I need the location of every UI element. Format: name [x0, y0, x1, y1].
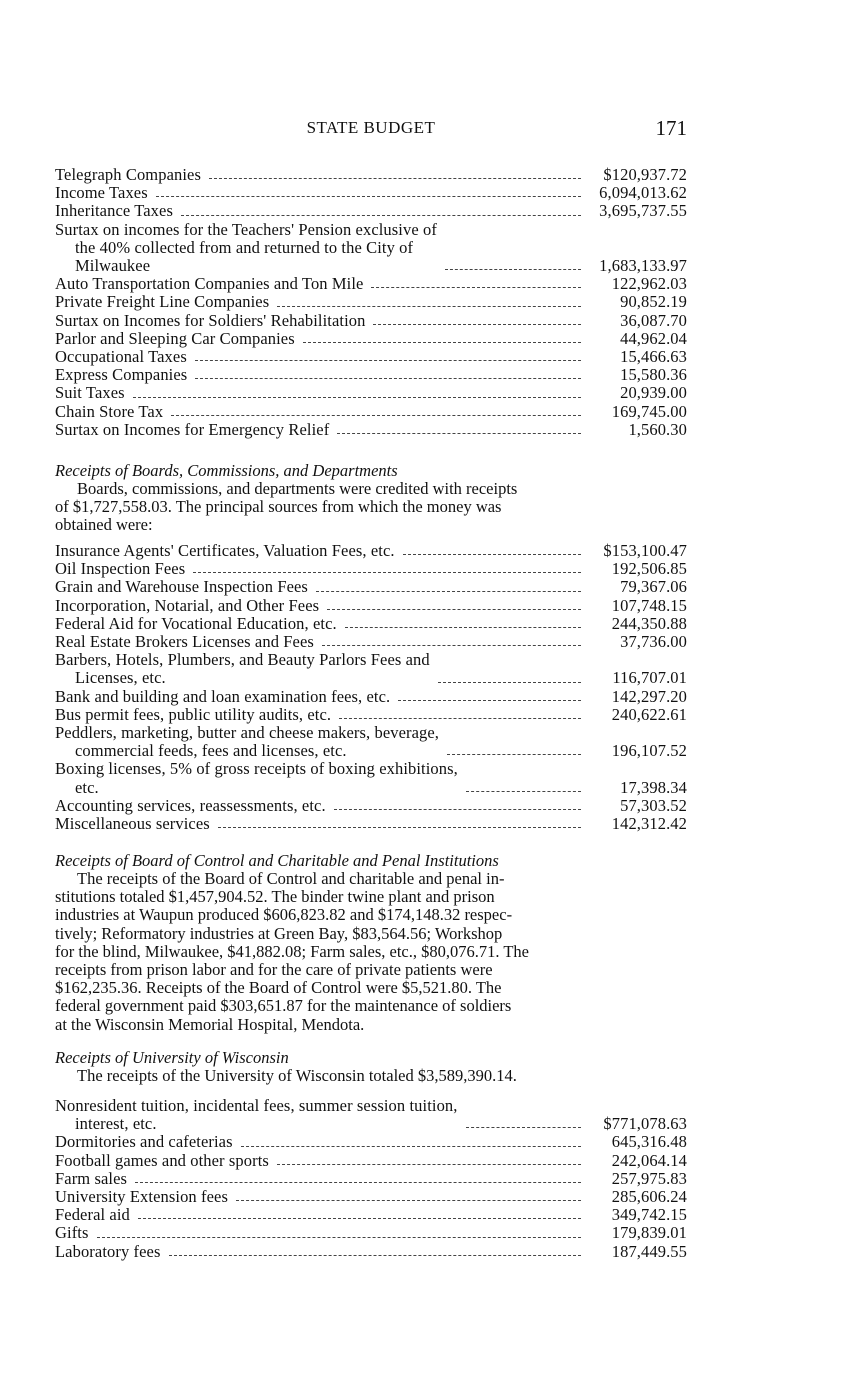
entry-label [55, 688, 390, 706]
section-heading: Receipts of Board of Control and Charitable and Penal Institutions [55, 851, 499, 870]
dot-leader [316, 591, 581, 592]
entry-amount: 187,449.55 [611, 1241, 687, 1261]
entry-label [55, 633, 314, 651]
entry-label [55, 724, 439, 760]
page-header [55, 116, 687, 140]
entry-amount: 107,748.15 [611, 595, 687, 615]
entry-label [55, 221, 437, 276]
dot-leader [334, 809, 581, 810]
dot-leader [345, 627, 581, 628]
entry-label-line: Laboratory fees [55, 1241, 161, 1261]
entry-label [55, 330, 295, 348]
entry-label-line: Miscellaneous services [55, 814, 210, 834]
entry-amount: 1,683,133.97 [599, 256, 687, 276]
dot-leader [398, 700, 581, 701]
dot-leader [403, 554, 581, 555]
intro-line: Boards, commissions, and departments were credited with receipts [77, 479, 518, 498]
tax-receipts-list [55, 166, 687, 439]
entry-amount: 257,975.83 [611, 1168, 687, 1188]
entry-label [55, 1152, 269, 1170]
ledger-entry [55, 312, 687, 330]
entry-label [55, 293, 269, 311]
ledger-entry [55, 221, 687, 276]
dot-leader [181, 215, 581, 216]
entry-amount: $153,100.47 [603, 541, 687, 560]
entry-label-line: Nonresident tuition, incidental fees, summer session tuition, [55, 1096, 458, 1115]
dot-leader [447, 754, 581, 755]
ledger-entry [55, 202, 687, 220]
entry-label-line: Federal aid [55, 1205, 130, 1225]
ledger-entry [55, 421, 687, 439]
entry-amount: 122,962.03 [611, 274, 687, 294]
entry-amount: 79,367.06 [620, 577, 687, 597]
entry-label [55, 615, 337, 633]
running-title: STATE BUDGET [306, 118, 436, 137]
entry-label [55, 578, 308, 596]
entry-amount: 1,560.30 [628, 419, 687, 439]
entry-label-line: University Extension fees [55, 1187, 228, 1207]
ledger-entry [55, 1206, 687, 1224]
ledger-entry [55, 1133, 687, 1151]
entry-label-line: Express Companies [55, 365, 188, 385]
entry-label [55, 184, 148, 202]
entry-label-line: Suit Taxes [55, 383, 125, 403]
entry-amount: 36,087.70 [620, 310, 687, 330]
entry-label-line: Oil Inspection Fees [55, 559, 186, 579]
entry-amount: 57,303.52 [620, 795, 687, 815]
entry-label-line: Surtax on incomes for the Teachers' Pension exclusive of [55, 219, 437, 239]
entry-amount: 6,094,013.62 [599, 183, 687, 203]
dot-leader [371, 287, 581, 288]
dot-leader [277, 306, 581, 307]
entry-amount: 142,312.42 [611, 814, 687, 834]
dot-leader [241, 1146, 581, 1147]
entry-label-line: Bank and building and loan examination fees, etc. [55, 686, 391, 706]
entry-label-line: Grain and Warehouse Inspection Fees [55, 577, 308, 597]
ledger-entry [55, 797, 687, 815]
entry-label [55, 275, 363, 293]
entry-amount: 196,107.52 [611, 741, 687, 761]
section-heading: Receipts of Boards, Commissions, and Departments [55, 461, 398, 480]
entry-label-line: Milwaukee [75, 256, 151, 276]
entry-label-line: Inheritance Taxes [55, 201, 173, 221]
dot-leader [218, 827, 581, 828]
entry-label [55, 421, 329, 439]
ledger-entry [55, 1097, 687, 1133]
ledger-entry [55, 1224, 687, 1242]
entry-amount: 285,606.24 [611, 1187, 687, 1207]
ledger-entry [55, 1170, 687, 1188]
entry-label-line: Incorporation, Notarial, and Other Fees [55, 595, 320, 615]
entry-label-line: Surtax on Incomes for Soldiers' Rehabilitation [55, 310, 366, 330]
ledger-entry [55, 724, 687, 760]
ledger-entry [55, 166, 687, 184]
entry-amount: 242,064.14 [611, 1150, 687, 1170]
entry-amount: 15,466.63 [620, 347, 687, 367]
entry-amount: 15,580.36 [620, 365, 687, 385]
ledger-entry [55, 560, 687, 578]
dot-leader [277, 1164, 581, 1165]
dot-leader [97, 1237, 582, 1238]
entry-label-line: commercial feeds, fees and licenses, etc. [75, 741, 347, 761]
dot-leader [466, 1127, 582, 1128]
entry-label-line: Federal Aid for Vocational Education, etc. [55, 613, 337, 633]
entry-amount: 240,622.61 [611, 704, 687, 724]
ledger-entry [55, 184, 687, 202]
ledger-entry [55, 293, 687, 311]
dot-leader [337, 433, 581, 434]
entry-amount: 192,506.85 [611, 559, 687, 579]
boards-section [55, 461, 687, 535]
entry-amount: $771,078.63 [603, 1114, 687, 1134]
entry-label [55, 1097, 458, 1133]
entry-label-line: Surtax on Incomes for Emergency Relief [55, 419, 330, 439]
entry-label-line: Dormitories and cafeterias [55, 1132, 233, 1152]
entry-label-line: Income Taxes [55, 183, 148, 203]
entry-label-line: Farm sales [55, 1168, 128, 1188]
entry-amount: 169,745.00 [611, 401, 687, 421]
entry-label-line: Bus permit fees, public utility audits, etc. [55, 704, 332, 724]
ledger-entry [55, 706, 687, 724]
entry-amount: $120,937.72 [603, 165, 687, 184]
entry-label [55, 1224, 89, 1242]
entry-amount: 349,742.15 [611, 1205, 687, 1225]
ledger-entry [55, 366, 687, 384]
paragraph-line: stitutions totaled $1,457,904.52. The binder twine plant and prison [55, 887, 495, 907]
university-section [55, 1048, 687, 1085]
dot-leader [209, 178, 581, 179]
dot-leader [135, 1182, 581, 1183]
entry-amount: 44,962.04 [620, 328, 687, 348]
entry-amount: 20,939.00 [620, 383, 687, 403]
paragraph-line: at the Wisconsin Memorial Hospital, Mendota. [55, 1014, 365, 1034]
ledger-entry [55, 384, 687, 402]
ledger-entry [55, 615, 687, 633]
entry-label-line: Chain Store Tax [55, 401, 164, 421]
intro-line: of $1,727,558.03. The principal sources from which the money was [55, 497, 502, 517]
entry-label-line: Licenses, etc. [75, 668, 166, 688]
entry-label-line: Boxing licenses, 5% of gross receipts of boxing exhibitions, [55, 759, 458, 779]
paragraph-line: receipts from prison labor and for the care of private patients were [55, 960, 493, 980]
dot-leader [171, 415, 581, 416]
dot-leader [236, 1200, 581, 1201]
entry-label [55, 312, 365, 330]
entry-label [55, 166, 201, 184]
entry-amount: 645,316.48 [611, 1132, 687, 1152]
entry-label-line: Parlor and Sleeping Car Companies [55, 328, 295, 348]
paragraph-line: tively; Reformatory industries at Green Bay, $83,564.56; Workshop [55, 923, 503, 943]
ledger-entry [55, 578, 687, 596]
section-intro [55, 480, 687, 535]
entry-label [55, 384, 125, 402]
entry-label-line: Football games and other sports [55, 1150, 269, 1170]
ledger-entry [55, 1243, 687, 1261]
entry-label-line: Occupational Taxes [55, 347, 187, 367]
entry-label [55, 651, 430, 687]
dot-leader [373, 324, 581, 325]
ledger-entry [55, 348, 687, 366]
entry-label [55, 1188, 228, 1206]
ledger-entry [55, 633, 687, 651]
entry-label-line: etc. [75, 777, 99, 797]
entry-label [55, 797, 326, 815]
entry-label [55, 815, 210, 833]
entry-label-line: Insurance Agents' Certificates, Valuation Fees, etc. [55, 541, 395, 560]
dot-leader [156, 196, 581, 197]
entry-label [55, 403, 163, 421]
dot-leader [466, 791, 581, 792]
boards-receipts-list [55, 542, 687, 833]
entry-label [55, 1243, 161, 1261]
paragraph-line: federal government paid $303,651.87 for the maintenance of soldiers [55, 996, 512, 1016]
intro-line: obtained were: [55, 515, 153, 535]
entry-label [55, 348, 187, 366]
entry-label-line: Telegraph Companies [55, 165, 201, 184]
university-receipts-list [55, 1097, 687, 1261]
ledger-entry [55, 403, 687, 421]
entry-label-line: Private Freight Line Companies [55, 292, 270, 312]
entry-label-line: Peddlers, marketing, butter and cheese makers, beverage, [55, 723, 440, 743]
ledger-entry [55, 275, 687, 293]
paragraph-line: $162,235.36. Receipts of the Board of Control were $5,521.80. The [55, 978, 502, 998]
dot-leader [322, 645, 581, 646]
dot-leader [327, 609, 581, 610]
dot-leader [303, 342, 581, 343]
entry-amount: 37,736.00 [620, 632, 687, 652]
section-intro [55, 1067, 687, 1085]
intro-line: The receipts of the University of Wisconsin totaled $3,589,390.14. [77, 1066, 517, 1085]
dot-leader [133, 397, 581, 398]
entry-label [55, 1133, 233, 1151]
entry-label-line: Barbers, Hotels, Plumbers, and Beauty Parlors Fees and [55, 650, 430, 670]
entry-amount: 179,839.01 [611, 1223, 687, 1243]
dot-leader [169, 1255, 582, 1256]
ledger-entry [55, 542, 687, 560]
control-section [55, 851, 687, 1034]
entry-label [55, 1206, 130, 1224]
entry-label-line: Gifts [55, 1223, 89, 1243]
dot-leader [195, 378, 581, 379]
entry-label-line: Real Estate Brokers Licenses and Fees [55, 632, 314, 652]
dot-leader [138, 1218, 581, 1219]
ledger-entry [55, 1152, 687, 1170]
entry-amount: 244,350.88 [611, 613, 687, 633]
entry-label-line: Accounting services, reassessments, etc. [55, 795, 326, 815]
dot-leader [445, 269, 581, 270]
dot-leader [438, 682, 581, 683]
dot-leader [193, 572, 581, 573]
entry-label [55, 202, 173, 220]
entry-label [55, 542, 395, 560]
section-heading: Receipts of University of Wisconsin [55, 1048, 289, 1067]
ledger-entry [55, 760, 687, 796]
paragraph-line: The receipts of the Board of Control and charitable and penal in- [77, 869, 505, 888]
entry-amount: 3,695,737.55 [599, 201, 687, 221]
entry-label-line: interest, etc. [75, 1114, 157, 1134]
entry-label-line: Auto Transportation Companies and Ton Mile [55, 274, 364, 294]
ledger-entry [55, 651, 687, 687]
ledger-entry [55, 815, 687, 833]
page-number: 171 [655, 116, 687, 140]
entry-amount: 142,297.20 [611, 686, 687, 706]
entry-label [55, 706, 331, 724]
entry-amount: 17,398.34 [620, 777, 687, 797]
entry-amount: 116,707.01 [612, 668, 687, 688]
entry-label-line: the 40% collected from and returned to the City of [75, 237, 414, 257]
ledger-entry [55, 597, 687, 615]
section-paragraph [55, 870, 687, 1034]
entry-label [55, 560, 185, 578]
ledger-entry [55, 330, 687, 348]
entry-label [55, 366, 187, 384]
entry-label [55, 597, 319, 615]
entry-label [55, 760, 458, 796]
entry-amount: 90,852.19 [620, 292, 687, 312]
ledger-entry [55, 1188, 687, 1206]
paragraph-line: industries at Waupun produced $606,823.82 and $174,148.32 respec- [55, 905, 513, 925]
paragraph-line: for the blind, Milwaukee, $41,882.08; Farm sales, etc., $80,076.71. The [55, 941, 529, 961]
entry-label [55, 1170, 127, 1188]
dot-leader [339, 718, 581, 719]
ledger-entry [55, 688, 687, 706]
dot-leader [195, 360, 581, 361]
